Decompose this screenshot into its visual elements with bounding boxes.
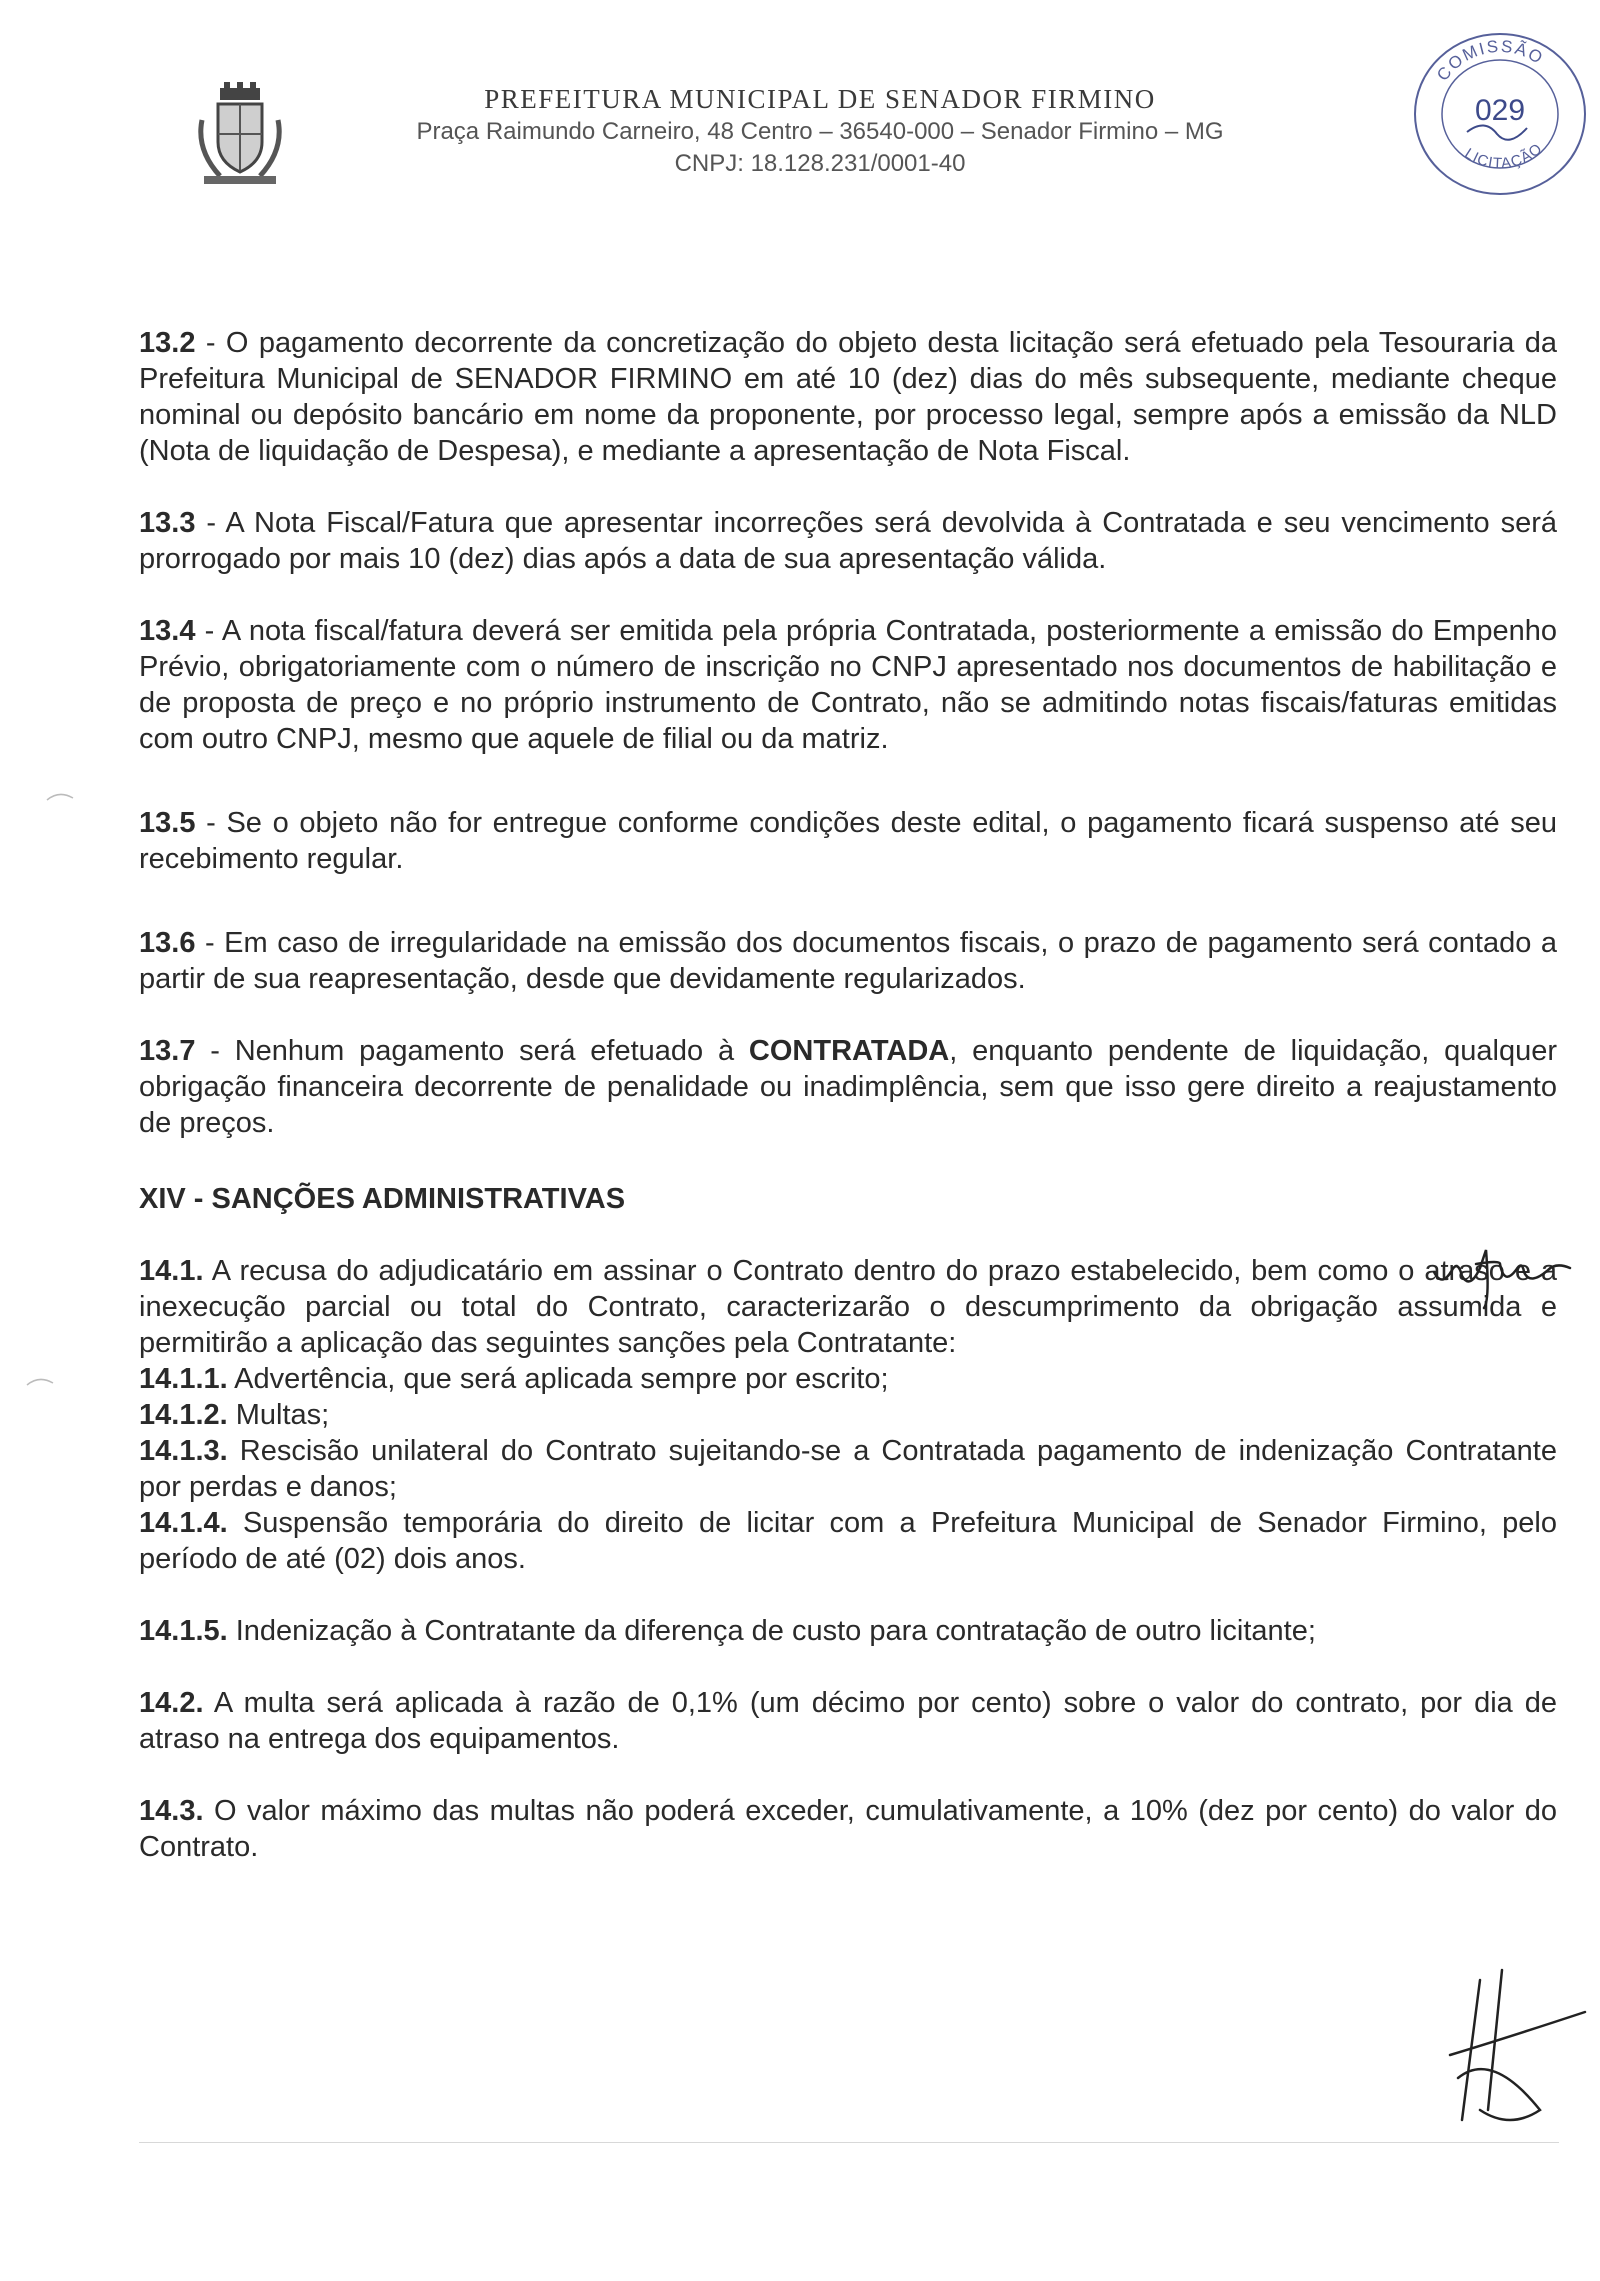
clause-text: Suspensão temporária do direito de licitar com a Prefeitura Municipal de Senador Firmino, pelo período de até (02) dois anos.: [139, 1507, 1557, 1575]
clause-number: 13.3: [139, 507, 196, 539]
clause-14-1-3: [139, 1433, 1557, 1505]
clause-number: 13.6: [139, 927, 196, 959]
clause-text: Multas;: [227, 1399, 330, 1431]
clause-13-4: [139, 613, 1557, 757]
handwritten-signature: [1440, 1960, 1590, 2140]
clause-14-1-2: [139, 1397, 1557, 1433]
clause-text: - A nota fiscal/fatura deverá ser emitida pela própria Contratada, posteriormente a emissão do Empenho Prévio, obrigatoriamente com o número de inscrição no CNPJ apresentado nos documentos de habilitação e de proposta de preço e no próprio instrumento de Contrato, não se admitindo notas fiscais/faturas emitidas com outro CNPJ, mesmo que aquele de filial ou da matriz.: [139, 615, 1557, 755]
section-heading-xiv: XIV - SANÇÕES ADMINISTRATIVAS: [139, 1183, 626, 1215]
document-body: [139, 325, 1557, 1865]
letterhead-cnpj: CNPJ: 18.128.231/0001-40: [674, 150, 966, 177]
handwritten-initials: [1430, 1230, 1580, 1310]
clause-number: 13.4: [139, 615, 196, 647]
clause-13-7: [139, 1033, 1557, 1141]
letterhead-address: Praça Raimundo Carneiro, 48 Centro – 36540-000 – Senador Firmino – MG: [416, 118, 1224, 145]
clause-number: 14.1.: [139, 1255, 204, 1287]
clause-number: 13.5: [139, 807, 196, 839]
margin-punch-mark: [45, 790, 75, 802]
clause-number: 14.1.3.: [139, 1435, 228, 1467]
clause-number: 13.2: [139, 327, 196, 359]
clause-number: 14.1.4.: [139, 1507, 228, 1539]
municipal-crest-icon: [190, 80, 290, 190]
clause-number: 14.1.1.: [139, 1363, 228, 1395]
clause-text: - Em caso de irregularidade na emissão dos documentos fiscais, o prazo de pagamento será contado a partir de sua reapresentação, desde que devidamente regularizados.: [139, 927, 1557, 995]
clause-text: Rescisão unilateral do Contrato sujeitando-se a Contratada pagamento de indenização Contratante por perdas e danos;: [139, 1435, 1557, 1503]
clause-number: 14.3.: [139, 1795, 204, 1827]
clause-14-2: [139, 1685, 1557, 1757]
clause-text: - Se o objeto não for entregue conforme condições deste edital, o pagamento ficará suspenso até seu recebimento regular.: [139, 807, 1557, 875]
clause-number: 14.2.: [139, 1687, 204, 1719]
clause-text: O valor máximo das multas não poderá exceder, cumulativamente, a 10% (dez por cento) do valor do Contrato.: [139, 1795, 1557, 1863]
clause-13-6: [139, 925, 1557, 997]
svg-text:LICITAÇÃO: [1461, 140, 1546, 172]
clause-text: - A Nota Fiscal/Fatura que apresentar incorreções será devolvida à Contratada e seu vencimento será prorrogado por mais 10 (dez) dias após a data de sua apresentação válida.: [139, 507, 1557, 575]
clause-14-1-1: [139, 1361, 1557, 1397]
stamp-number: 029: [1474, 94, 1526, 127]
clause-13-5: [139, 805, 1557, 877]
clause-number: 14.1.5.: [139, 1615, 228, 1647]
clause-text: Indenização à Contratante da diferença de custo para contratação de outro licitante;: [227, 1615, 1316, 1647]
clause-13-3: [139, 505, 1557, 577]
margin-punch-mark: [25, 1375, 55, 1387]
clause-text: - O pagamento decorrente da concretização do objeto desta licitação será efetuado pela Tesouraria da Prefeitura Municipal de SENADOR FIRMINO em até 10 (dez) dias do mês subsequente, mediante cheque nominal ou depósito bancário em nome da proponente, por processo legal, sempre após a emissão da NLD (Nota de liquidação de Despesa), e mediante a apresentação de Nota Fiscal.: [139, 327, 1557, 467]
stamp-top-text: COMISSÃO: [1433, 36, 1548, 85]
clause-13-2: [139, 325, 1557, 469]
clause-text: Advertência, que será aplicada sempre por escrito;: [227, 1363, 889, 1395]
commission-stamp: [1405, 22, 1595, 202]
clause-14-3: [139, 1793, 1557, 1865]
clause-text: A multa será aplicada à razão de 0,1% (um décimo por cento) sobre o valor do contrato, por dia de atraso na entrega dos equipamentos.: [139, 1687, 1557, 1755]
letterhead-title: PREFEITURA MUNICIPAL DE SENADOR FIRMINO: [484, 84, 1156, 114]
clause-text: A recusa do adjudicatário em assinar o Contrato dentro do prazo estabelecido, bem como o atraso e a inexecução parcial ou total do Contrato, caracterizarão o descumprimento da obrigação assumida e permitirão a aplicação das seguintes sanções pela Contratante:: [139, 1255, 1557, 1359]
clause-14-1: [139, 1253, 1557, 1361]
clause-text: , enquanto pendente de liquidação, qualquer obrigação financeira decorrente de penalidade ou inadimplência, sem que isso gere direito a reajustamento de preços.: [139, 1035, 1557, 1139]
clause-text: - Nenhum pagamento será efetuado à: [195, 1035, 749, 1067]
clause-number: 14.1.2.: [139, 1399, 228, 1431]
footer-divider: [139, 2142, 1559, 2143]
clause-14-1-4: [139, 1505, 1557, 1577]
clause-bold-term: CONTRATADA: [748, 1035, 950, 1067]
stamp-bottom-text: LICITAÇÃO: [1461, 139, 1547, 173]
clause-14-1-5: [139, 1613, 1557, 1649]
clause-number: 13.7: [139, 1035, 196, 1067]
letterhead: [0, 0, 1600, 200]
